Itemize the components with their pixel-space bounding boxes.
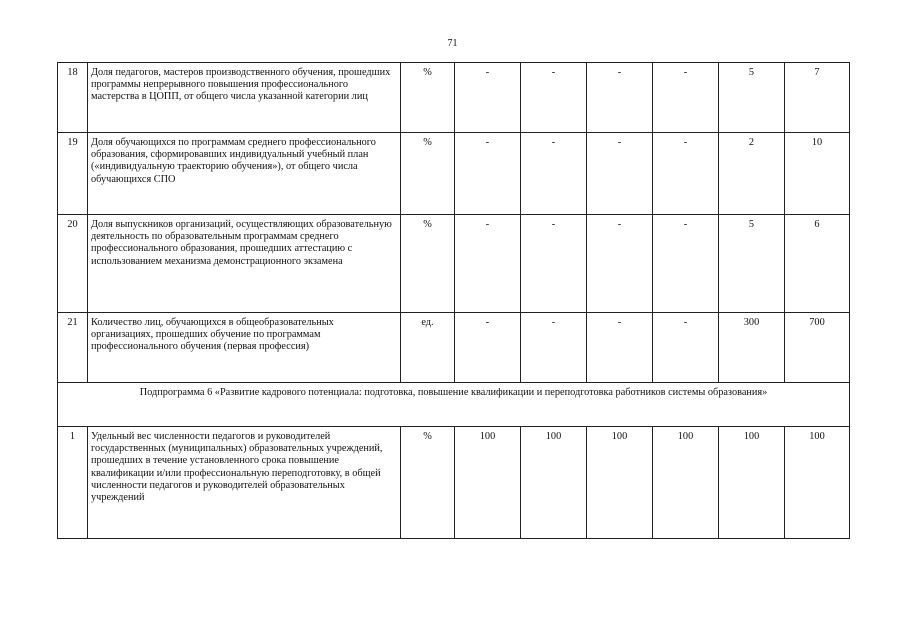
value-cell: 100 — [719, 427, 785, 539]
value-cell: - — [455, 63, 521, 133]
value-cell: - — [455, 215, 521, 313]
value-cell: 10 — [785, 133, 850, 215]
indicator-name: Удельный вес численности педагогов и руководителей государственных (муниципальных) образовательных учреждений, прошедших в течение установленного срока повышение квалификации и/или профессиональную переподготовку, в общей численности педагогов и руководителей образовательных учреждений — [88, 427, 401, 539]
indicator-name: Доля педагогов, мастеров производственного обучения, прошедших программы непрерывного повышения профессионального мастерства в ЦОПП, от общего числа указанной категории лиц — [88, 63, 401, 133]
subprogram-title: Подпрограмма 6 «Развитие кадрового потенциала: подготовка, повышение квалификации и переподготовка работников системы образования» — [58, 383, 850, 427]
value-cell: - — [653, 63, 719, 133]
unit-cell: ед. — [401, 313, 455, 383]
value-cell: 100 — [587, 427, 653, 539]
value-cell: - — [521, 313, 587, 383]
value-cell: - — [587, 133, 653, 215]
value-cell: 5 — [719, 215, 785, 313]
value-cell: 6 — [785, 215, 850, 313]
value-cell: - — [653, 133, 719, 215]
table-row — [58, 215, 850, 313]
value-cell: - — [587, 313, 653, 383]
row-number: 21 — [58, 313, 88, 383]
unit-cell: % — [401, 215, 455, 313]
value-cell: - — [521, 215, 587, 313]
value-cell: 100 — [521, 427, 587, 539]
value-cell: - — [455, 313, 521, 383]
row-number: 19 — [58, 133, 88, 215]
value-cell: - — [455, 133, 521, 215]
value-cell: 100 — [455, 427, 521, 539]
value-cell: 5 — [719, 63, 785, 133]
value-cell: 7 — [785, 63, 850, 133]
indicator-name: Доля обучающихся по программам среднего профессионального образования, сформировавших индивидуальный учебный план («индивидуальную траекторию обучения»), от общего числа обучающихся СПО — [88, 133, 401, 215]
value-cell: 2 — [719, 133, 785, 215]
row-number: 20 — [58, 215, 88, 313]
value-cell: 700 — [785, 313, 850, 383]
value-cell: - — [521, 63, 587, 133]
unit-cell: % — [401, 63, 455, 133]
indicator-name: Количество лиц, обучающихся в общеобразовательных организациях, прошедших обучение по программам профессионального обучения (первая профессия) — [88, 313, 401, 383]
value-cell: 100 — [653, 427, 719, 539]
value-cell: 100 — [785, 427, 850, 539]
indicators-table — [57, 62, 850, 539]
value-cell: 300 — [719, 313, 785, 383]
page-number: 71 — [447, 38, 458, 49]
value-cell: - — [587, 215, 653, 313]
value-cell: - — [653, 215, 719, 313]
unit-cell: % — [401, 427, 455, 539]
value-cell: - — [587, 63, 653, 133]
table-row — [58, 313, 850, 383]
row-number: 1 — [58, 427, 88, 539]
value-cell: - — [653, 313, 719, 383]
value-cell: - — [521, 133, 587, 215]
table-row — [58, 63, 850, 133]
table-row — [58, 133, 850, 215]
row-number: 18 — [58, 63, 88, 133]
indicator-name: Доля выпускников организаций, осуществляющих образовательную деятельность по образовательным программам среднего профессионального образования, прошедших аттестацию с использованием механизма демонстрационного экзамена — [88, 215, 401, 313]
unit-cell: % — [401, 133, 455, 215]
table-row — [58, 427, 850, 539]
subprogram-row — [58, 383, 850, 427]
